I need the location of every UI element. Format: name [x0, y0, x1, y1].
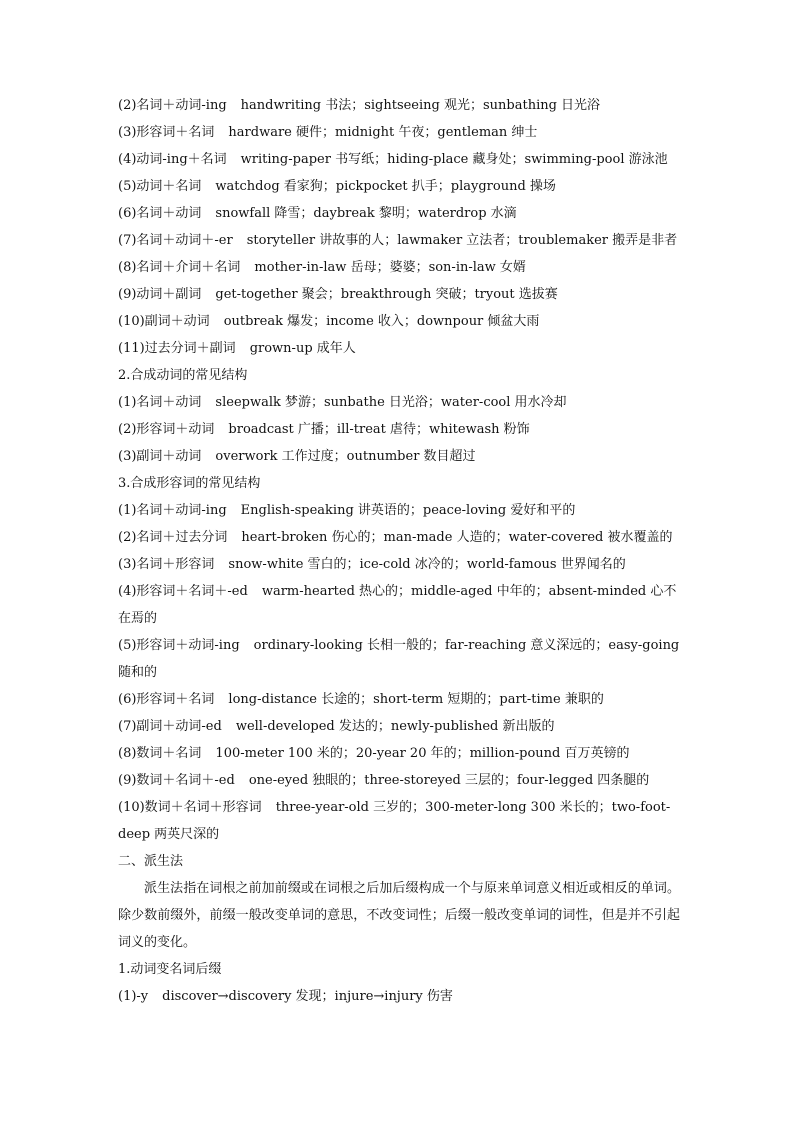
rule-examples: one-eyed 独眼的；three-storeyed 三层的；four-legged 四条腿的	[248, 773, 650, 788]
rule-line	[118, 389, 680, 416]
rule-line	[118, 416, 680, 443]
rule-examples: snow-white 雪白的；ice-cold 冰冷的；world-famous 世界闻名的	[228, 557, 626, 572]
rule-examples: sleepwalk 梦游；sunbathe 日光浴；water-cool 用水冷却	[215, 395, 567, 410]
section-heading-compound-adjective: 3.合成形容词的常见结构	[118, 476, 261, 491]
rule-label: (9)动词＋副词	[118, 287, 202, 302]
rule-examples: storyteller 讲故事的人；lawmaker 立法者；troublemaker 搬弄是非者	[246, 233, 678, 248]
rule-label: (9)数词＋名词＋-ed	[118, 773, 235, 788]
rule-line	[118, 686, 680, 713]
rule-label: (6)名词＋动词	[118, 206, 202, 221]
rule-line	[118, 524, 680, 551]
rule-label: (4)形容词＋名词＋-ed	[118, 584, 248, 599]
document-page	[118, 92, 680, 1010]
rule-line	[118, 497, 680, 524]
rule-label: (2)名词＋动词-ing	[118, 98, 227, 113]
rule-examples: snowfall 降雪；daybreak 黎明；waterdrop 水滴	[215, 206, 517, 221]
rule-line	[118, 443, 680, 470]
rule-label: (3)形容词＋名词	[118, 125, 215, 140]
rule-line	[118, 281, 680, 308]
rule-label: (8)数词＋名词	[118, 746, 202, 761]
rule-line	[118, 254, 680, 281]
rule-examples: discover→discovery 发现；injure→injury 伤害	[162, 989, 453, 1004]
rule-examples: overwork 工作过度；outnumber 数目超过	[215, 449, 476, 464]
compound-verb-list	[118, 389, 680, 470]
rule-examples: well-developed 发达的；newly-published 新出版的	[235, 719, 555, 734]
rule-label: (1)名词＋动词-ing	[118, 503, 227, 518]
rule-label: (7)名词＋动词＋-er	[118, 233, 233, 248]
rule-label: (5)动词＋名词	[118, 179, 202, 194]
rule-label: (2)形容词＋动词	[118, 422, 215, 437]
rule-line	[118, 227, 680, 254]
rule-label: (5)形容词＋动词-ing	[118, 638, 240, 653]
rule-label: (6)形容词＋名词	[118, 692, 215, 707]
rule-examples: outbreak 爆发；income 收入；downpour 倾盆大雨	[223, 314, 540, 329]
rule-line	[118, 551, 680, 578]
rule-examples: grown-up 成年人	[249, 341, 356, 356]
rule-line	[118, 92, 680, 119]
rule-label: (2)名词＋过去分词	[118, 530, 228, 545]
rule-examples: ordinary-looking 长相一般的；far-reaching 意义深远的；easy-going 随和的	[118, 638, 680, 680]
rule-line	[118, 983, 680, 1010]
section-heading-derivation: 二、派生法	[118, 854, 184, 869]
rule-line	[118, 335, 680, 362]
rule-line	[118, 119, 680, 146]
suffix-list	[118, 983, 680, 1010]
rule-label: (1)名词＋动词	[118, 395, 202, 410]
rule-line	[118, 713, 680, 740]
rule-examples: hardware 硬件；midnight 午夜；gentleman 绅士	[228, 125, 538, 140]
rule-line	[118, 578, 680, 632]
rule-label: (11)过去分词＋副词	[118, 341, 236, 356]
rule-examples: warm-hearted 热心的；middle-aged 中年的；absent-minded 心不在焉的	[118, 584, 677, 626]
section-heading-verb-to-noun-suffix: 1.动词变名词后缀	[118, 962, 222, 977]
rule-examples: writing-paper 书写纸；hiding-place 藏身处；swimming-pool 游泳池	[240, 152, 668, 167]
section-heading-compound-verb: 2.合成动词的常见结构	[118, 368, 248, 383]
rule-label: (3)副词＋动词	[118, 449, 202, 464]
rule-label: (10)副词＋动词	[118, 314, 210, 329]
rule-label: (3)名词＋形容词	[118, 557, 215, 572]
rule-label: (8)名词＋介词＋名词	[118, 260, 241, 275]
rule-line	[118, 794, 680, 848]
rule-examples: three-year-old 三岁的；300-meter-long 300 米长的；two-foot-deep 两英尺深的	[118, 800, 671, 842]
compound-adjective-list	[118, 497, 680, 848]
rule-examples: heart-broken 伤心的；man-made 人造的；water-covered 被水覆盖的	[241, 530, 673, 545]
rule-examples: long-distance 长途的；short-term 短期的；part-time 兼职的	[228, 692, 604, 707]
derivation-paragraph: 派生法指在词根之前加前缀或在词根之后加后缀构成一个与原来单词意义相近或相反的单词。除少数前缀外，前缀一般改变单词的意思，不改变词性；后缀一般改变单词的词性，但是并不引起词义的变化。	[118, 881, 680, 950]
rule-examples: broadcast 广播；ill-treat 虐待；whitewash 粉饰	[228, 422, 530, 437]
rule-examples: mother-in-law 岳母；婆婆；son-in-law 女婿	[254, 260, 526, 275]
rule-examples: 100-meter 100 米的；20-year 20 年的；million-pound 百万英镑的	[215, 746, 630, 761]
rule-line	[118, 200, 680, 227]
rule-line	[118, 767, 680, 794]
rule-examples: get-together 聚会；breakthrough 突破；tryout 选拔赛	[215, 287, 558, 302]
rule-line	[118, 146, 680, 173]
rule-label: (7)副词＋动词-ed	[118, 719, 222, 734]
rule-label: (10)数词＋名词＋形容词	[118, 800, 262, 815]
rule-line	[118, 173, 680, 200]
rule-label: (1)-y	[118, 989, 149, 1004]
rule-examples: English-speaking 讲英语的；peace-loving 爱好和平的	[240, 503, 576, 518]
rule-examples: handwriting 书法；sightseeing 观光；sunbathing 日光浴	[240, 98, 601, 113]
rule-line	[118, 632, 680, 686]
rule-examples: watchdog 看家狗；pickpocket 扒手；playground 操场	[215, 179, 556, 194]
rule-label: (4)动词-ing＋名词	[118, 152, 227, 167]
rule-line	[118, 740, 680, 767]
rule-line	[118, 308, 680, 335]
compound-noun-list	[118, 92, 680, 362]
